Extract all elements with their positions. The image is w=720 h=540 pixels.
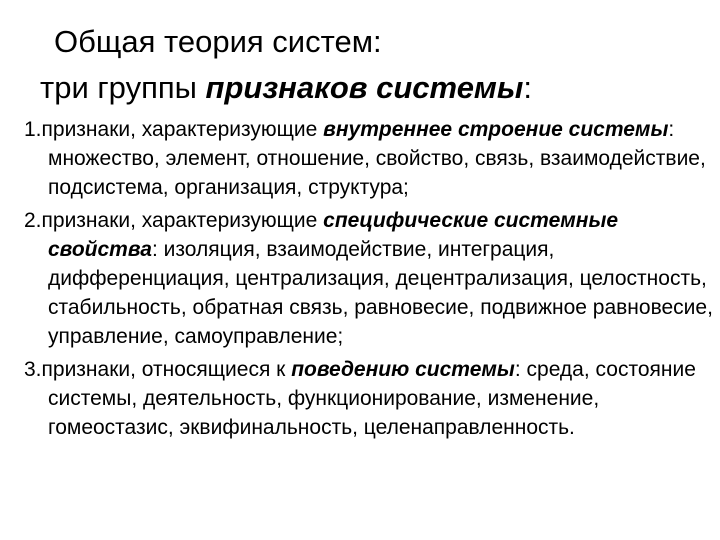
feature-group-list [24, 115, 714, 446]
list-item-2 [24, 206, 714, 351]
item-number: 2. [24, 209, 42, 232]
item-emphasis: специфические системные свойства [48, 209, 619, 261]
item-prefix: признаки, относящиеся к [41, 358, 292, 381]
item-emphasis: поведению системы [291, 358, 515, 381]
item-number: 1. [24, 118, 42, 141]
item-emphasis: внутреннее строение системы [323, 118, 669, 141]
item-details: : изоляция, взаимодействие, интеграция, дифференциация, централизация, децентрализация, целостность, стабильность, обратная связь, равновесие, подвижное равновесие, управление, самоуправление; [48, 238, 713, 348]
title-emphasis: признаков системы [205, 70, 524, 105]
item-number: 3. [24, 358, 42, 381]
list-item-1 [24, 115, 714, 202]
item-prefix: признаки, характеризующие [41, 209, 324, 232]
slide-title-line-1 [54, 22, 382, 62]
list-item-3 [24, 355, 714, 442]
title-text: Общая теория систем: [54, 24, 382, 59]
slide-title-line-2 [40, 68, 532, 108]
item-details: : среда, состояние системы, деятельность, функционирование, изменение, гомеостазис, эквифинальность, целенаправленность. [48, 358, 696, 439]
item-prefix: признаки, характеризующие [41, 118, 324, 141]
item-details: : множество, элемент, отношение, свойство, связь, взаимодействие, подсистема, организация, структура; [48, 118, 706, 199]
title-suffix: : [523, 70, 532, 105]
title-prefix: три группы [40, 70, 206, 105]
